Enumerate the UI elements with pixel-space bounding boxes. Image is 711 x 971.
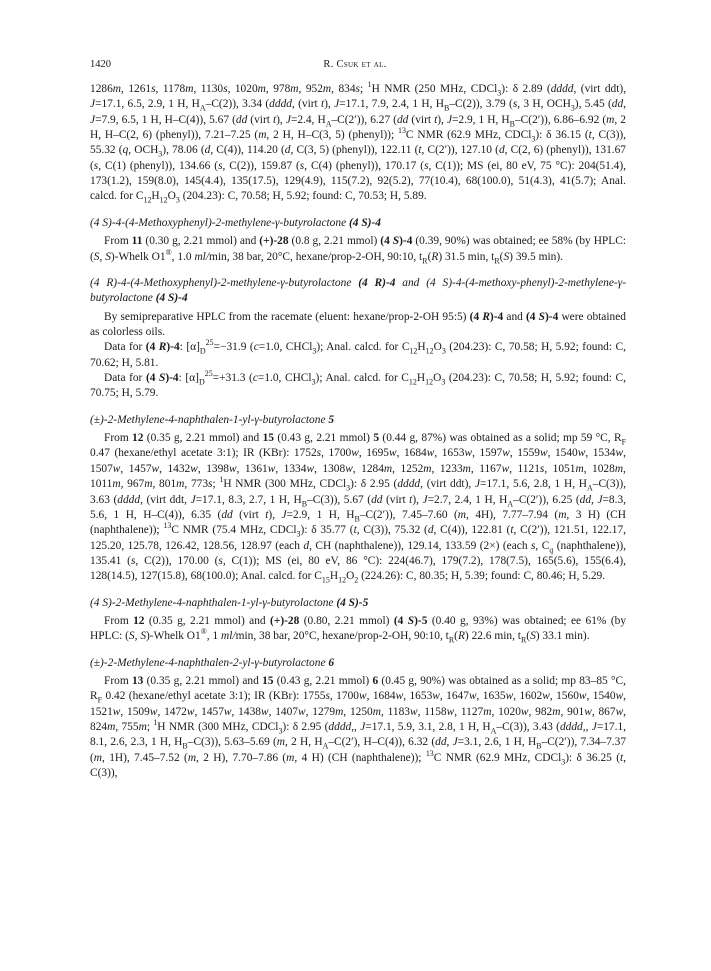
section-heading: (4 R)-4-(4-Methoxyphenyl)-2-methylene-γ-butyrolactone (4 R)-4 and (4 S)-4-(4-methoxy-phenyl)-2-methylene-γ-butyrolactone (4 S)-4: [90, 276, 627, 305]
paragraph: Data for (4 R)-4: $[\alpha]_D^{25}=-31.9$ (c=1.0, CHCl$_3$); Anal. calcd. for $C_{12}H_{12}O_3$ (204.23): C, 70.58; H, 5.92; found: C, 70.62; H, 5.81.: [90, 338, 626, 369]
section-heading: (4 S)-4-(4-Methoxyphenyl)-2-methylene-γ-butyrolactone (4 S)-4: [90, 216, 381, 229]
paragraph: From 12 (0.35 g, 2.21 mmol) and 15 (0.43 g, 2.21 mmol) 5 (0.44 g, 87%) was obtained as a solid; mp 59 °C, $R_F$ 0.47 (hexane/ethyl acetate 3:1); IR (KBr): 1752s, 1700w, 1695w, 1684w, 1653w, 1597w, 1559w, 1540w, 1534w, 1507w, 1457w, 1432w, 1398w, 1361w, 1334w, 1308w, 1284m, 1252m, 1233m, 1167w, 1121s, 1051m, 1028m, 1011m, 967m, 801m, 773s; $^1$H NMR (300 MHz, CDCl$_3$): δ 2.95 (dddd, (virt ddt), J=17.1, 5.6, 2.8, 1 H, $H_A-C(3)$), 3.63 (dddd, (virt ddt, J=17.1, 8.3, 2.7, 1 H, $H_B-C(3)$), 5.67 (dd (virt t), J=2.7, 2.4, 1 H, $H_A-C(2')$), 6.25 (dd, J=8.3, 5.6, 1 H, H–C(4)), 6.35 (dd (virt t), J=2.9, 1 H, $H_B-C(2')$), 7.45–7.60 (m, 4H), 7.77–7.94 (m, 3 H) (CH (naphthalene)); $^{13}$C NMR (75.4 MHz, CDCl$_3$): δ 35.77 (t, C(3)), 75.32 (d, C(4)), 122.81 (t, C(2′)), 121.51, 122.17, 125.20, 125.78, 126.42, 128.56, 128.97 (each d, CH (naphthalene)), 129.14, 133.59 (2×) (each s, $C_q$ (naphthalene)), 135.41 (s, C(2)), 170.00 (s, C(1)); MS (ei, 80 eV, 86 °C): 224(46.7), 179(7.2), 178(7.5), 165(5.6), 155(6.4), 128(14.5), 127(15.8), 68(100.0); Anal. calcd. for $C_{15}H_{12}O_2$ (224.26): C, 80.35; H, 5.39; found: C, 80.46; H, 5.29.: [90, 432, 627, 585]
paragraph: Data for (4 S)-4: $[\alpha]_D^{25}=+31.3$ (c=1.0, CHCl$_3$); Anal. calcd. for $C_{12}H_{12}O_3$ (204.23): C, 70.58; H, 5.92; found: C, 70.75; H, 5.79.: [90, 369, 626, 400]
section-heading: (±)-2-Methylene-4-naphthalen-2-yl-γ-butyrolactone 6: [90, 656, 335, 669]
section-heading: (4 S)-2-Methylene-4-naphthalen-1-yl-γ-butyrolactone (4 S)-5: [90, 596, 369, 609]
paragraph: From 11 (0.30 g, 2.21 mmol) and (+)-28 (0.8 g, 2.21 mmol) (4 S)-4 (0.39, 90%) was obtained; ee 58% (by HPLC: (S, S)-Whelk O1®, 1.0 ml/min, 38 bar, 20°C, hexane/prop-2-OH, 90:10, $t_R(R)$ 31.5 min, $t_R(S)$ 39.5 min).: [90, 235, 626, 265]
page-number: 1420: [90, 59, 111, 70]
body-text: [90, 82, 626, 781]
paragraph: By semipreparative HPLC from the racemate (eluent: hexane/prop-2-OH 95:5) (4 R)-4 and (4 S)-4 were obtained as colorless oils.: [90, 310, 626, 338]
paragraph: 1286m, 1261s, 1178m, 1130s, 1020m, 978m, 952m, 834s; $^1$H NMR (250 MHz, CDCl$_3$): δ 2.89 (dddd, (virt ddt), J=17.1, 6.5, 2.9, 1 H, $H_A-C(2)$), 3.34 (dddd, (virt t), J=17.1, 7.9, 2.4, 1 H, $H_B-C(2)$), 3.79 (s, 3 H, $OCH_3$), 5.45 (dd, J=7.9, 6.5, 1 H, H–C(4)), 5.67 (dd (virt t), J=2.4, $H_A-C(2')$), 6.27 (dd (virt t), J=2.9, 1 H, $H_B-C(2')$), 6.86–6.92 (m, 2 H, H–C(2, 6) (phenyl)), 7.21–7.25 (m, 2 H, H–C(3, 5) (phenyl)); $^{13}$C NMR (62.9 MHz, CDCl$_3$): δ 36.15 (t, C(3)), 55.32 (q, $OCH_3$), 78.06 (d, C(4)), 114.20 (d, C(3, 5) (phenyl)), 122.11 (t, C(2′)), 127.10 (d, C(2, 6) (phenyl)), 131.67 (s, C(1) (phenyl)), 134.66 (s, C(2)), 159.87 (s, C(4) (phenyl)), 170.17 (s, C(1)); MS (ei, 80 eV, 75 °C): 204(51.4), 173(1.2), 159(8.0), 145(4.4), 135(17.5), 129(4.9), 115(7.2), 92(5.2), 77(10.4), 68(100.0), 51(4.3), 41(5.7); Anal. calcd. for $C_{12}H_{12}O_3$ (204.23): C, 70.58; H, 5.92; found: C, 70.53; H, 5.89.: [90, 80, 627, 205]
running-head: R. Csuk et al.: [323, 59, 387, 70]
paragraph: From 12 (0.35 g, 2.21 mmol) and (+)-28 (0.80, 2.21 mmol) (4 S)-5 (0.40 g, 93%) was obtained; ee 61% (by HPLC: (S, S)-Whelk O1®, 1 ml/min, 38 bar, 20°C, hexane/prop-2-OH, 90:10, $t_R(R)$ 22.6 min, $t_R(S)$ 33.1 min).: [90, 614, 627, 645]
section-heading: (±)-2-Methylene-4-naphthalen-1-yl-γ-butyrolactone 5: [90, 413, 335, 426]
paragraph: From 13 (0.35 g, 2.21 mmol) and 15 (0.43 g, 2.21 mmol) 6 (0.45 g, 90%) was obtained as a solid; mp 83–85 °C, $R_F$ 0.42 (hexane/ethyl acetate 3:1); IR (KBr): 1755s, 1700w, 1684w, 1653w, 1647w, 1635w, 1602w, 1560w, 1540w, 1521w, 1509w, 1472w, 1457w, 1438w, 1407w, 1279m, 1250m, 1183w, 1158w, 1127m, 1020w, 982m, 901w, 867w, 824m, 755m; $^1$H NMR (300 MHz, CDCl$_3$): δ 2.95 (dddd,, J=17.1, 5.9, 3.1, 2.8, 1 H, $H_A-C(3)$), 3.43 (dddd,, J=17.1, 8.1, 2.6, 2.3, 1 H, $H_B-C(3)$), 5.63–5.69 (m, 2 H, $H_A-C(2')$, H–C(4)), 6.32 (dd, J=3.1, 2.6, 1 H, $H_B-C(2')$), 7.34–7.37 (m, 1H), 7.45–7.52 (m, 2 H), 7.70–7.86 (m, 4 H) (CH (naphthalene)); $^{13}$C NMR (62.9 MHz, CDCl$_3$): δ 36.25 (t, C(3)),: [90, 675, 627, 780]
